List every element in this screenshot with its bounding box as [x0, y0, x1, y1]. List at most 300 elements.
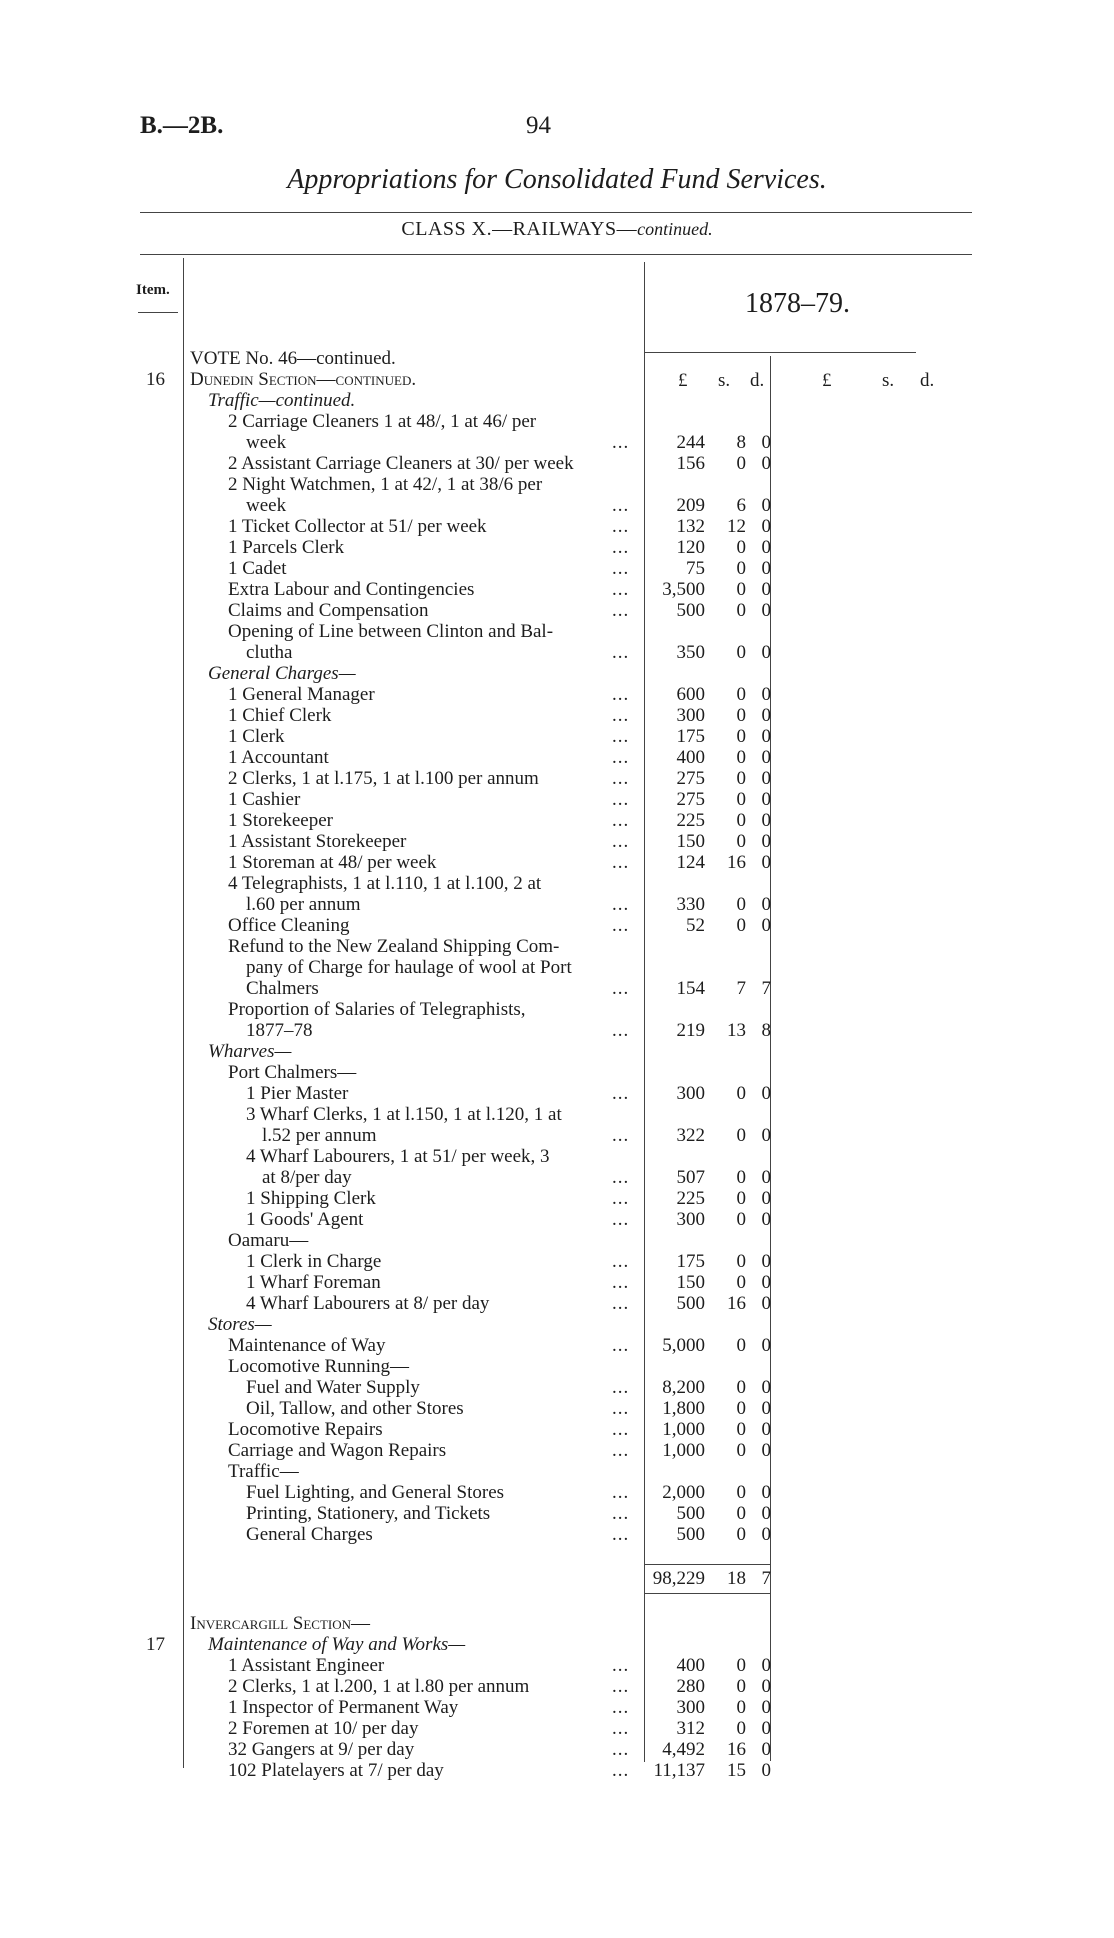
- col-pence-1: d.: [750, 370, 765, 391]
- amount-shillings: 7: [736, 978, 746, 999]
- amount-pounds: 300: [676, 1697, 705, 1718]
- table-row: [0, 1697, 1114, 1718]
- amount-pence: 0: [761, 915, 771, 936]
- row-description: 1 Cadet: [228, 558, 287, 579]
- row-description: 1 Storeman at 48/ per week: [228, 852, 437, 873]
- amount-pounds: 209: [676, 495, 705, 516]
- amount-pence: 0: [761, 1718, 771, 1739]
- row-description: Carriage and Wagon Repairs: [228, 1440, 447, 1461]
- table-row: [0, 999, 1114, 1020]
- table-row: [0, 621, 1114, 642]
- amount-pence: 0: [761, 432, 771, 453]
- amount-pounds: 225: [676, 810, 705, 831]
- table-row: [0, 1760, 1114, 1781]
- leader-dots: ...: [612, 537, 630, 558]
- amount-pounds: 150: [676, 1272, 705, 1293]
- leader-dots: ...: [612, 558, 630, 579]
- table-row: [0, 1503, 1114, 1524]
- amount-shillings: 0: [736, 915, 746, 936]
- class-title-continued: continued.: [637, 219, 713, 239]
- table-row: [0, 726, 1114, 747]
- amount-pounds: 244: [676, 432, 705, 453]
- row-description: at 8/per day: [262, 1167, 352, 1188]
- table-row: [0, 411, 1114, 432]
- leader-dots: ...: [612, 1020, 630, 1041]
- amount-pence: 0: [761, 1188, 771, 1209]
- table-row: [0, 789, 1114, 810]
- leader-dots: ...: [612, 831, 630, 852]
- amount-pence: 0: [761, 537, 771, 558]
- amount-pounds: 4,492: [662, 1739, 705, 1760]
- amount-pounds: 300: [676, 1209, 705, 1230]
- row-description: Opening of Line between Clinton and Bal-: [228, 621, 554, 642]
- amount-pounds: 280: [676, 1676, 705, 1697]
- row-description: Wharves—: [208, 1041, 292, 1062]
- col-pound-2: £: [822, 370, 832, 391]
- leader-dots: ...: [612, 894, 630, 915]
- amount-pounds: 350: [676, 642, 705, 663]
- amount-pence: 0: [761, 1503, 771, 1524]
- row-description: Port Chalmers—: [228, 1062, 357, 1083]
- amount-pounds: 8,200: [662, 1377, 705, 1398]
- amount-pounds: 154: [676, 978, 705, 999]
- table-row: [0, 705, 1114, 726]
- table-row: [0, 1592, 1114, 1613]
- amount-pounds: 175: [676, 726, 705, 747]
- amount-shillings: 0: [736, 1419, 746, 1440]
- row-description: 1 Parcels Clerk: [228, 537, 345, 558]
- table-row: [0, 537, 1114, 558]
- row-description: Traffic—: [228, 1461, 299, 1482]
- amount-pounds: 124: [676, 852, 705, 873]
- year-header: 1878–79.: [745, 288, 850, 319]
- amount-pence: 8: [761, 1020, 771, 1041]
- amount-shillings: 0: [736, 1718, 746, 1739]
- amount-pounds: 400: [676, 1655, 705, 1676]
- table-row: [0, 936, 1114, 957]
- row-description: 1 Assistant Engineer: [228, 1655, 385, 1676]
- leader-dots: ...: [612, 1739, 630, 1760]
- leader-dots: ...: [612, 1419, 630, 1440]
- amount-pence: 0: [761, 495, 771, 516]
- row-description: 1 General Manager: [228, 684, 375, 705]
- row-description: Refund to the New Zealand Shipping Com-: [228, 936, 560, 957]
- amount-pounds: 600: [676, 684, 705, 705]
- table-row: [0, 642, 1114, 663]
- amount-pounds: 275: [676, 768, 705, 789]
- table-top-rule: [140, 254, 972, 255]
- table-row: [0, 390, 1114, 411]
- leader-dots: ...: [612, 1718, 630, 1739]
- class-title-main: CLASS X.—RAILWAYS—: [401, 218, 638, 240]
- table-row: [0, 1146, 1114, 1167]
- row-description: 4 Wharf Labourers, 1 at 51/ per week, 3: [246, 1146, 550, 1167]
- table-row: [0, 957, 1114, 978]
- leader-dots: ...: [612, 789, 630, 810]
- table-row: [0, 1655, 1114, 1676]
- amount-shillings: 0: [736, 831, 746, 852]
- row-description: 2 Carriage Cleaners 1 at 48/, 1 at 46/ per: [228, 411, 537, 432]
- row-description: week: [246, 432, 287, 453]
- row-description: VOTE No. 46—continued.: [190, 348, 396, 369]
- row-description: 3 Wharf Clerks, 1 at l.150, 1 at l.120, 1 at: [246, 1104, 562, 1125]
- row-description: Claims and Compensation: [228, 600, 429, 621]
- leader-dots: ...: [612, 600, 630, 621]
- col-shilling-2: s.: [882, 370, 895, 391]
- row-description: week: [246, 495, 287, 516]
- row-description: 2 Clerks, 1 at l.175, 1 at l.100 per annum: [228, 768, 539, 789]
- amount-pounds: 400: [676, 747, 705, 768]
- amount-pence: 7: [761, 1568, 771, 1589]
- page-title: Appropriations for Consolidated Fund Services.: [287, 164, 827, 195]
- table-row: [0, 1377, 1114, 1398]
- amount-pounds: 500: [676, 600, 705, 621]
- amount-shillings: 0: [736, 810, 746, 831]
- table-row: [0, 852, 1114, 873]
- leader-dots: ...: [612, 1188, 630, 1209]
- row-description: 1 Inspector of Permanent Way: [228, 1697, 459, 1718]
- row-description: 2 Night Watchmen, 1 at 42/, 1 at 38/6 per: [228, 474, 543, 495]
- leader-dots: ...: [612, 1503, 630, 1524]
- table-row: [0, 1230, 1114, 1251]
- amount-pence: 0: [761, 1293, 771, 1314]
- leader-dots: ...: [612, 516, 630, 537]
- leader-dots: ...: [612, 1293, 630, 1314]
- amount-pounds: 5,000: [662, 1335, 705, 1356]
- amount-shillings: 0: [736, 1272, 746, 1293]
- item-header: Item.: [136, 282, 170, 298]
- leader-dots: ...: [612, 1083, 630, 1104]
- row-description: 1 Accountant: [228, 747, 329, 768]
- amount-pounds: 52: [686, 915, 705, 936]
- amount-shillings: 0: [736, 1209, 746, 1230]
- class-title: [0, 218, 1114, 241]
- leader-dots: ...: [612, 1167, 630, 1188]
- leader-dots: ...: [612, 642, 630, 663]
- table-row: [0, 1020, 1114, 1041]
- row-description: Chalmers: [246, 978, 319, 999]
- amount-pence: 0: [761, 1697, 771, 1718]
- amount-shillings: 0: [736, 600, 746, 621]
- table-row: [0, 768, 1114, 789]
- amount-pounds: 500: [676, 1293, 705, 1314]
- amount-pence: 0: [761, 894, 771, 915]
- row-description: 4 Telegraphists, 1 at l.110, 1 at l.100, 2 at: [228, 873, 542, 894]
- amount-pounds: 219: [676, 1020, 705, 1041]
- leader-dots: ...: [612, 684, 630, 705]
- amount-pence: 0: [761, 600, 771, 621]
- leader-dots: ...: [612, 1697, 630, 1718]
- table-row: [0, 1314, 1114, 1335]
- amount-pence: 0: [761, 1209, 771, 1230]
- amount-pence: 0: [761, 705, 771, 726]
- amount-shillings: 0: [736, 558, 746, 579]
- row-description: Stores—: [208, 1314, 272, 1335]
- leader-dots: ...: [612, 1209, 630, 1230]
- amount-shillings: 0: [736, 642, 746, 663]
- table-row: [0, 831, 1114, 852]
- amount-pence: 0: [761, 1655, 771, 1676]
- amount-pence: 0: [761, 1524, 771, 1545]
- amount-pence: 0: [761, 1760, 771, 1781]
- amount-pence: 0: [761, 1676, 771, 1697]
- header-ref: B.—2B.: [140, 112, 224, 139]
- amount-shillings: 12: [727, 516, 746, 537]
- amount-pence: 0: [761, 1377, 771, 1398]
- amount-shillings: 0: [736, 453, 746, 474]
- appropriation-rows: [0, 348, 1114, 1781]
- row-description: 4 Wharf Labourers at 8/ per day: [246, 1293, 490, 1314]
- row-description: 1 Storekeeper: [228, 810, 333, 831]
- amount-pounds: 175: [676, 1251, 705, 1272]
- amount-pence: 0: [761, 1083, 771, 1104]
- table-row: [0, 558, 1114, 579]
- amount-pence: 0: [761, 1440, 771, 1461]
- table-row: [0, 1293, 1114, 1314]
- row-description: 1 Shipping Clerk: [246, 1188, 376, 1209]
- row-description: 1 Clerk: [228, 726, 285, 747]
- amount-pence: 0: [761, 1419, 771, 1440]
- leader-dots: ...: [612, 915, 630, 936]
- row-description: General Charges: [246, 1524, 373, 1545]
- table-row: [0, 1613, 1114, 1634]
- table-row: [0, 1482, 1114, 1503]
- row-description: Oil, Tallow, and other Stores: [246, 1398, 464, 1419]
- table-row: [0, 369, 1114, 390]
- table-row: [0, 1545, 1114, 1566]
- amount-pence: 0: [761, 1272, 771, 1293]
- amount-shillings: 0: [736, 579, 746, 600]
- amount-shillings: 0: [736, 1697, 746, 1718]
- row-description: 2 Assistant Carriage Cleaners at 30/ per week: [228, 453, 574, 474]
- amount-pounds: 275: [676, 789, 705, 810]
- amount-pounds: 312: [676, 1718, 705, 1739]
- amount-pence: 0: [761, 726, 771, 747]
- table-row: [0, 747, 1114, 768]
- leader-dots: ...: [612, 1440, 630, 1461]
- row-description: pany of Charge for haulage of wool at Port: [246, 957, 572, 978]
- row-description: Fuel and Water Supply: [246, 1377, 420, 1398]
- amount-pence: 0: [761, 852, 771, 873]
- amount-pence: 0: [761, 516, 771, 537]
- row-description: Locomotive Running—: [228, 1356, 410, 1377]
- table-row: [0, 348, 1114, 369]
- table-row: [0, 1718, 1114, 1739]
- table-row: [0, 516, 1114, 537]
- amount-pounds: 322: [676, 1125, 705, 1146]
- table-row: [0, 474, 1114, 495]
- amount-pounds: 1,000: [662, 1440, 705, 1461]
- table-row: [0, 1104, 1114, 1125]
- amount-pence: 0: [761, 831, 771, 852]
- amount-pence: 0: [761, 1335, 771, 1356]
- amount-pounds: 132: [676, 516, 705, 537]
- amount-pence: 0: [761, 747, 771, 768]
- row-description: Printing, Stationery, and Tickets: [246, 1503, 491, 1524]
- table-row: [0, 453, 1114, 474]
- table-row: [0, 1251, 1114, 1272]
- row-description: Maintenance of Way and Works—: [208, 1634, 466, 1655]
- amount-pounds: 156: [676, 453, 705, 474]
- amount-pounds: 11,137: [653, 1760, 705, 1781]
- row-description: 1 Ticket Collector at 51/ per week: [228, 516, 487, 537]
- table-row: [0, 1676, 1114, 1697]
- table-row: [0, 1125, 1114, 1146]
- col-pound-1: £: [678, 370, 688, 391]
- row-description: General Charges—: [208, 663, 356, 684]
- leader-dots: ...: [612, 1524, 630, 1545]
- amount-shillings: 0: [736, 1655, 746, 1676]
- leader-dots: ...: [612, 1272, 630, 1293]
- row-description: l.52 per annum: [262, 1125, 377, 1146]
- amount-shillings: 0: [736, 894, 746, 915]
- amount-shillings: 8: [736, 432, 746, 453]
- amount-shillings: 16: [727, 1739, 746, 1760]
- amount-shillings: 0: [736, 1335, 746, 1356]
- amount-pence: 0: [761, 768, 771, 789]
- leader-dots: ...: [612, 495, 630, 516]
- leader-dots: ...: [612, 579, 630, 600]
- table-row: [0, 1634, 1114, 1655]
- table-row: [0, 1083, 1114, 1104]
- amount-shillings: 0: [736, 1251, 746, 1272]
- amount-pence: 0: [761, 1398, 771, 1419]
- row-description: 1 Pier Master: [246, 1083, 349, 1104]
- table-row: [0, 810, 1114, 831]
- row-description: Fuel Lighting, and General Stores: [246, 1482, 505, 1503]
- leader-dots: ...: [612, 1482, 630, 1503]
- table-row: [0, 1188, 1114, 1209]
- row-description: l.60 per annum: [246, 894, 361, 915]
- amount-pounds: 507: [676, 1167, 705, 1188]
- table-row: [0, 1461, 1114, 1482]
- table-row: [0, 873, 1114, 894]
- row-description: 1 Clerk in Charge: [246, 1251, 382, 1272]
- table-row: [0, 894, 1114, 915]
- amount-shillings: 0: [736, 537, 746, 558]
- table-row: [0, 663, 1114, 684]
- amount-pounds: 120: [676, 537, 705, 558]
- amount-shillings: 0: [736, 1125, 746, 1146]
- table-row: [0, 432, 1114, 453]
- table-row: [0, 1062, 1114, 1083]
- leader-dots: ...: [612, 747, 630, 768]
- table-row: [0, 1335, 1114, 1356]
- leader-dots: ...: [612, 1251, 630, 1272]
- amount-shillings: 15: [727, 1760, 746, 1781]
- row-description: Oamaru—: [228, 1230, 309, 1251]
- row-description: 1 Wharf Foreman: [246, 1272, 381, 1293]
- amount-shillings: 16: [727, 1293, 746, 1314]
- amount-shillings: 0: [736, 726, 746, 747]
- amount-pence: 0: [761, 579, 771, 600]
- leader-dots: ...: [612, 852, 630, 873]
- leader-dots: ...: [612, 726, 630, 747]
- row-description: 2 Foremen at 10/ per day: [228, 1718, 419, 1739]
- amount-pounds: 2,000: [662, 1482, 705, 1503]
- leader-dots: ...: [612, 1335, 630, 1356]
- amount-pounds: 3,500: [662, 579, 705, 600]
- table-row: [0, 915, 1114, 936]
- leader-dots: ...: [612, 768, 630, 789]
- leader-dots: ...: [612, 978, 630, 999]
- amount-shillings: 13: [727, 1020, 746, 1041]
- row-description: 1 Chief Clerk: [228, 705, 332, 726]
- amount-shillings: 0: [736, 1676, 746, 1697]
- amount-pence: 0: [761, 810, 771, 831]
- row-description: 32 Gangers at 9/ per day: [228, 1739, 415, 1760]
- table-row: [0, 1209, 1114, 1230]
- title-rule: [140, 212, 972, 213]
- table-row: [0, 684, 1114, 705]
- table-row: [0, 1272, 1114, 1293]
- amount-pence: 0: [761, 453, 771, 474]
- col-shilling-1: s.: [718, 370, 731, 391]
- amount-shillings: 0: [736, 684, 746, 705]
- item-header-rule: [138, 312, 178, 313]
- amount-pounds: 150: [676, 831, 705, 852]
- leader-dots: ...: [612, 1760, 630, 1781]
- leader-dots: ...: [612, 1398, 630, 1419]
- amount-pounds: 300: [676, 1083, 705, 1104]
- amount-shillings: 0: [736, 1503, 746, 1524]
- table-row: [0, 1566, 1114, 1592]
- amount-pence: 0: [761, 1125, 771, 1146]
- table-row: [0, 1041, 1114, 1062]
- table-row: [0, 600, 1114, 621]
- table-row: [0, 1356, 1114, 1377]
- table-row: [0, 1440, 1114, 1461]
- amount-shillings: 0: [736, 789, 746, 810]
- row-description: 102 Platelayers at 7/ per day: [228, 1760, 444, 1781]
- row-description: 1 Cashier: [228, 789, 301, 810]
- amount-shillings: 16: [727, 852, 746, 873]
- row-description: Maintenance of Way: [228, 1335, 386, 1356]
- amount-pounds: 98,229: [652, 1568, 705, 1589]
- row-description: 1 Goods' Agent: [246, 1209, 364, 1230]
- amount-shillings: 0: [736, 768, 746, 789]
- amount-pence: 0: [761, 1167, 771, 1188]
- amount-pence: 0: [761, 1739, 771, 1760]
- row-description: Proportion of Salaries of Telegraphists,: [228, 999, 526, 1020]
- row-description: 1 Assistant Storekeeper: [228, 831, 407, 852]
- amount-pounds: 1,000: [662, 1419, 705, 1440]
- item-number: 16: [146, 369, 165, 390]
- amount-shillings: 0: [736, 1377, 746, 1398]
- amount-shillings: 6: [736, 495, 746, 516]
- table-row: [0, 1398, 1114, 1419]
- amount-shillings: 0: [736, 1083, 746, 1104]
- amount-pounds: 75: [686, 558, 705, 579]
- amount-shillings: 0: [736, 705, 746, 726]
- col-pence-2: d.: [920, 370, 935, 391]
- table-row: [0, 579, 1114, 600]
- table-row: [0, 1739, 1114, 1760]
- total-rule-top: [644, 1564, 770, 1565]
- amount-pounds: 500: [676, 1524, 705, 1545]
- table-row: [0, 978, 1114, 999]
- amount-shillings: 0: [736, 1524, 746, 1545]
- table-row: [0, 495, 1114, 516]
- leader-dots: ...: [612, 705, 630, 726]
- row-description: Extra Labour and Contingencies: [228, 579, 475, 600]
- amount-shillings: 0: [736, 1398, 746, 1419]
- amount-pounds: 330: [676, 894, 705, 915]
- amount-pounds: 300: [676, 705, 705, 726]
- row-description: 1877–78: [246, 1020, 313, 1041]
- page-number: 94: [526, 112, 551, 139]
- amount-pounds: 500: [676, 1503, 705, 1524]
